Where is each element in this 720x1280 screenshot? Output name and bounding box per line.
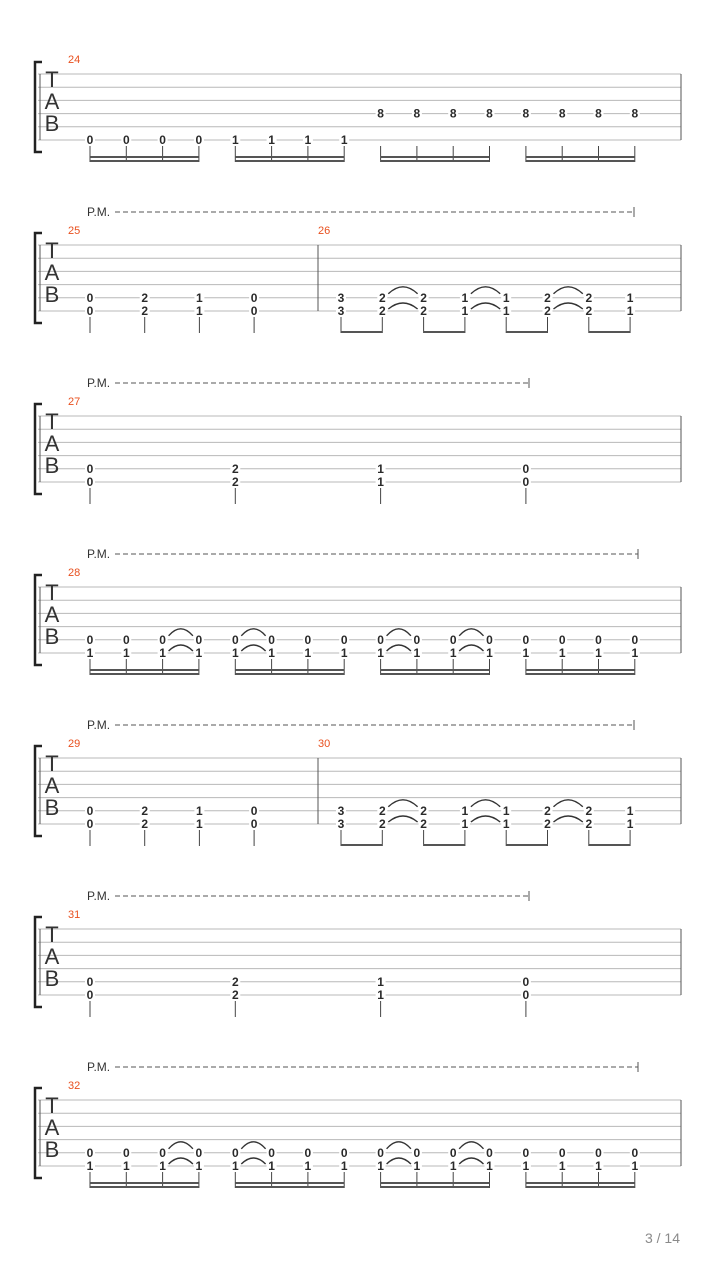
fret-number: 0	[86, 290, 94, 305]
tie-arc	[554, 800, 583, 807]
tie-arc	[169, 645, 193, 651]
tie-arc	[169, 1158, 193, 1164]
fret-number: 0	[304, 632, 312, 647]
fret-number: 1	[159, 646, 166, 660]
bar-number: 31	[68, 909, 81, 921]
fret-number: 0	[340, 632, 348, 647]
tie-arc	[387, 629, 411, 636]
fret-number: 1	[502, 803, 510, 818]
tab-clef-letter: B	[44, 966, 60, 991]
fret-number: 0	[413, 1145, 421, 1160]
fret-number: 1	[304, 133, 312, 147]
fret-number: 0	[522, 974, 530, 989]
fret-number: 0	[595, 1145, 602, 1160]
beam	[90, 156, 199, 158]
fret-number: 2	[231, 475, 239, 489]
page-indicator: 3 / 14	[644, 1230, 680, 1246]
tab-clef-letter: T	[45, 67, 59, 92]
fret-number: 1	[340, 646, 348, 660]
fret-number: 1	[122, 646, 130, 660]
tie-arc	[459, 629, 483, 636]
beam	[235, 1182, 344, 1184]
tab-clef-letter: A	[44, 602, 60, 627]
tab-clef-letter: T	[45, 922, 59, 947]
fret-number: 8	[631, 106, 639, 121]
tab-clef-letter: B	[44, 1137, 60, 1162]
fret-number: 1	[377, 646, 384, 660]
fret-number: 1	[377, 475, 384, 489]
fret-number: 0	[522, 1145, 530, 1160]
tie-arc	[554, 287, 583, 294]
fret-number: 0	[631, 1145, 639, 1160]
fret-number: 1	[340, 1159, 348, 1173]
fret-number: 1	[231, 646, 239, 660]
tie-arc	[241, 1142, 265, 1149]
beam	[235, 669, 344, 671]
fret-number: 0	[250, 817, 258, 831]
fret-number: 1	[486, 646, 493, 660]
fret-number: 1	[304, 1159, 312, 1173]
fret-number: 1	[413, 646, 421, 660]
fret-number: 0	[86, 1145, 94, 1160]
tie-arc	[554, 816, 583, 822]
tie-arc	[387, 1158, 411, 1164]
measure-27	[68, 396, 531, 504]
tie-arc	[388, 816, 417, 822]
fret-number: 0	[631, 632, 639, 647]
palm-mute-label: P.M.	[87, 376, 111, 390]
fret-number: 2	[420, 290, 427, 305]
beam	[381, 1182, 490, 1184]
beam	[526, 1186, 635, 1188]
bar-number: 25	[68, 225, 81, 237]
tab-system	[35, 1060, 681, 1188]
fret-number: 1	[231, 1159, 239, 1173]
fret-number: 1	[595, 646, 602, 660]
beam	[235, 160, 344, 162]
fret-number: 2	[544, 803, 551, 818]
beam	[526, 160, 635, 162]
fret-number: 0	[595, 632, 602, 647]
fret-number: 0	[250, 290, 258, 305]
fret-number: 2	[378, 290, 386, 305]
tab-clef-letter: B	[44, 111, 60, 136]
bar-number: 28	[68, 567, 81, 579]
palm-mute-label: P.M.	[87, 1060, 111, 1074]
fret-number: 1	[195, 646, 203, 660]
beam	[424, 331, 465, 333]
beam	[235, 156, 344, 158]
fret-number: 0	[304, 1145, 312, 1160]
fret-number: 1	[626, 817, 634, 831]
fret-number: 0	[86, 461, 94, 476]
fret-number: 2	[231, 974, 239, 989]
fret-number: 1	[86, 1159, 94, 1173]
tab-system	[35, 718, 681, 846]
fret-number: 0	[159, 632, 166, 647]
bar-number: 32	[68, 1080, 81, 1092]
fret-number: 1	[595, 1159, 602, 1173]
measure-31	[68, 909, 531, 1017]
fret-number: 1	[558, 1159, 566, 1173]
fret-number: 2	[544, 817, 551, 831]
fret-number: 0	[86, 475, 94, 489]
fret-number: 0	[159, 1145, 166, 1160]
fret-number: 1	[522, 646, 530, 660]
measure-25	[68, 225, 259, 333]
fret-number: 8	[449, 106, 457, 121]
fret-number: 0	[449, 1145, 457, 1160]
fret-number: 8	[377, 106, 384, 121]
fret-number: 0	[377, 1145, 384, 1160]
fret-number: 1	[631, 646, 639, 660]
tab-clef-letter: A	[44, 431, 60, 456]
measure-28	[68, 567, 640, 675]
fret-number: 1	[461, 304, 469, 318]
fret-number: 2	[420, 817, 427, 831]
measure-30	[318, 738, 635, 846]
palm-mute-label: P.M.	[87, 547, 111, 561]
tie-arc	[241, 629, 265, 636]
system-bracket	[35, 746, 42, 836]
fret-number: 0	[486, 1145, 493, 1160]
tie-arc	[471, 303, 500, 309]
fret-number: 1	[196, 803, 203, 818]
tab-clef-letter: B	[44, 282, 60, 307]
tie-arc	[471, 287, 500, 294]
beam	[90, 1182, 199, 1184]
tie-arc	[459, 1158, 483, 1164]
fret-number: 0	[195, 133, 203, 147]
tab-clef-letter: A	[44, 773, 60, 798]
fret-number: 8	[413, 106, 421, 121]
fret-number: 1	[340, 133, 348, 147]
fret-number: 0	[231, 1145, 239, 1160]
palm-mute-label: P.M.	[87, 205, 111, 219]
fret-number: 8	[522, 106, 530, 121]
fret-number: 1	[268, 1159, 275, 1173]
fret-number: 1	[377, 1159, 384, 1173]
fret-number: 1	[377, 461, 384, 476]
bar-number: 29	[68, 738, 81, 750]
fret-number: 2	[585, 803, 593, 818]
fret-number: 2	[378, 817, 386, 831]
tab-clef-letter: T	[45, 1093, 59, 1118]
beam	[381, 673, 490, 675]
fret-number: 1	[502, 290, 510, 305]
tab-system	[35, 205, 681, 333]
fret-number: 1	[304, 646, 312, 660]
fret-number: 1	[558, 646, 566, 660]
measure-26	[318, 225, 635, 333]
fret-number: 0	[522, 475, 530, 489]
fret-number: 0	[231, 632, 239, 647]
fret-number: 0	[250, 803, 258, 818]
fret-number: 0	[522, 632, 530, 647]
fret-number: 0	[86, 133, 94, 147]
fret-number: 0	[86, 988, 94, 1002]
bar-number: 30	[318, 738, 331, 750]
fret-number: 0	[413, 632, 421, 647]
fret-number: 0	[86, 974, 94, 989]
beam	[526, 1182, 635, 1184]
fret-number: 2	[585, 290, 593, 305]
beam	[235, 673, 344, 675]
tab-clef-letter: A	[44, 1115, 60, 1140]
bar-number: 27	[68, 396, 81, 408]
fret-number: 1	[461, 817, 469, 831]
beam	[381, 669, 490, 671]
fret-number: 0	[86, 817, 94, 831]
tab-system	[35, 376, 681, 504]
tab-clef-letter: T	[45, 409, 59, 434]
fret-number: 1	[159, 1159, 166, 1173]
fret-number: 3	[337, 803, 345, 818]
beam	[424, 844, 465, 846]
system-bracket	[35, 62, 42, 152]
beam	[381, 1186, 490, 1188]
fret-number: 1	[377, 988, 384, 1002]
tab-system	[35, 54, 681, 162]
fret-number: 8	[486, 106, 493, 121]
fret-number: 0	[340, 1145, 348, 1160]
fret-number: 0	[377, 632, 384, 647]
fret-number: 1	[86, 646, 94, 660]
tab-clef-letter: B	[44, 453, 60, 478]
fret-number: 2	[420, 803, 427, 818]
tab-clef-letter: A	[44, 260, 60, 285]
tie-arc	[241, 1158, 265, 1164]
fret-number: 1	[122, 1159, 130, 1173]
fret-number: 0	[195, 1145, 203, 1160]
measure-29	[68, 738, 259, 846]
tie-arc	[169, 1142, 193, 1149]
tab-clef-letter: B	[44, 624, 60, 649]
fret-number: 1	[449, 1159, 457, 1173]
tie-arc	[471, 816, 500, 822]
beam	[90, 1186, 199, 1188]
tab-clef-letter: T	[45, 238, 59, 263]
fret-number: 0	[122, 133, 130, 147]
fret-number: 0	[558, 1145, 566, 1160]
fret-number: 1	[268, 133, 275, 147]
fret-number: 0	[522, 988, 530, 1002]
fret-number: 1	[196, 290, 203, 305]
fret-number: 2	[141, 290, 149, 305]
fret-number: 1	[502, 304, 510, 318]
fret-number: 3	[337, 304, 345, 318]
tie-arc	[388, 287, 417, 294]
tie-arc	[387, 645, 411, 651]
tie-arc	[459, 1142, 483, 1149]
tab-clef-letter: T	[45, 751, 59, 776]
tie-arc	[388, 303, 417, 309]
tie-arc	[241, 645, 265, 651]
fret-number: 1	[231, 133, 239, 147]
fret-number: 0	[159, 133, 166, 147]
fret-number: 1	[195, 1159, 203, 1173]
beam	[506, 331, 547, 333]
tab-clef-letter: A	[44, 944, 60, 969]
tie-arc	[387, 1142, 411, 1149]
fret-number: 1	[502, 817, 510, 831]
fret-number: 1	[631, 1159, 639, 1173]
fret-number: 1	[461, 290, 469, 305]
tie-arc	[471, 800, 500, 807]
fret-number: 2	[420, 304, 427, 318]
fret-number: 0	[122, 632, 130, 647]
fret-number: 2	[231, 988, 239, 1002]
beam	[341, 844, 382, 846]
beam	[526, 156, 635, 158]
beam	[381, 156, 490, 158]
measure-32	[68, 1080, 640, 1188]
fret-number: 0	[449, 632, 457, 647]
bar-number: 26	[318, 225, 331, 237]
tie-arc	[388, 800, 417, 807]
fret-number: 1	[413, 1159, 421, 1173]
tab-clef-letter: T	[45, 580, 59, 605]
fret-number: 1	[377, 974, 384, 989]
beam	[381, 160, 490, 162]
palm-mute-label: P.M.	[87, 718, 111, 732]
bar-number: 24	[68, 54, 81, 66]
fret-number: 2	[231, 461, 239, 476]
fret-number: 2	[378, 304, 386, 318]
fret-number: 1	[626, 304, 634, 318]
fret-number: 2	[141, 304, 149, 318]
fret-number: 1	[626, 803, 634, 818]
beam	[589, 844, 630, 846]
beam	[341, 331, 382, 333]
system-bracket	[35, 575, 42, 665]
fret-number: 2	[544, 304, 551, 318]
fret-number: 1	[449, 646, 457, 660]
beam	[90, 160, 199, 162]
fret-number: 0	[486, 632, 493, 647]
fret-number: 8	[595, 106, 602, 121]
tab-system	[35, 547, 681, 675]
beam	[235, 1186, 344, 1188]
fret-number: 0	[250, 304, 258, 318]
system-bracket	[35, 917, 42, 1007]
fret-number: 0	[268, 632, 275, 647]
fret-number: 0	[268, 1145, 275, 1160]
fret-number: 2	[585, 817, 593, 831]
beam	[526, 669, 635, 671]
fret-number: 2	[585, 304, 593, 318]
fret-number: 0	[522, 461, 530, 476]
fret-number: 1	[522, 1159, 530, 1173]
system-bracket	[35, 1088, 42, 1178]
tie-arc	[459, 645, 483, 651]
tab-system	[35, 889, 681, 1017]
fret-number: 1	[486, 1159, 493, 1173]
fret-number: 1	[196, 304, 203, 318]
beam	[90, 669, 199, 671]
fret-number: 2	[378, 803, 386, 818]
tie-arc	[169, 629, 193, 636]
beam	[589, 331, 630, 333]
tie-arc	[554, 303, 583, 309]
fret-number: 0	[122, 1145, 130, 1160]
fret-number: 2	[141, 817, 149, 831]
fret-number: 0	[86, 632, 94, 647]
tab-clef-letter: A	[44, 89, 60, 114]
palm-mute-label: P.M.	[87, 889, 111, 903]
fret-number: 0	[195, 632, 203, 647]
fret-number: 0	[558, 632, 566, 647]
measure-24	[68, 54, 640, 162]
beam	[506, 844, 547, 846]
tab-clef-letter: B	[44, 795, 60, 820]
system-bracket	[35, 404, 42, 494]
fret-number: 1	[626, 290, 634, 305]
fret-number: 2	[141, 803, 149, 818]
fret-number: 3	[337, 290, 345, 305]
fret-number: 1	[461, 803, 469, 818]
fret-number: 0	[86, 304, 94, 318]
beam	[526, 673, 635, 675]
beam	[90, 673, 199, 675]
fret-number: 2	[544, 290, 551, 305]
fret-number: 1	[268, 646, 275, 660]
system-bracket	[35, 233, 42, 323]
fret-number: 0	[86, 803, 94, 818]
fret-number: 3	[337, 817, 345, 831]
fret-number: 1	[196, 817, 203, 831]
fret-number: 8	[558, 106, 566, 121]
